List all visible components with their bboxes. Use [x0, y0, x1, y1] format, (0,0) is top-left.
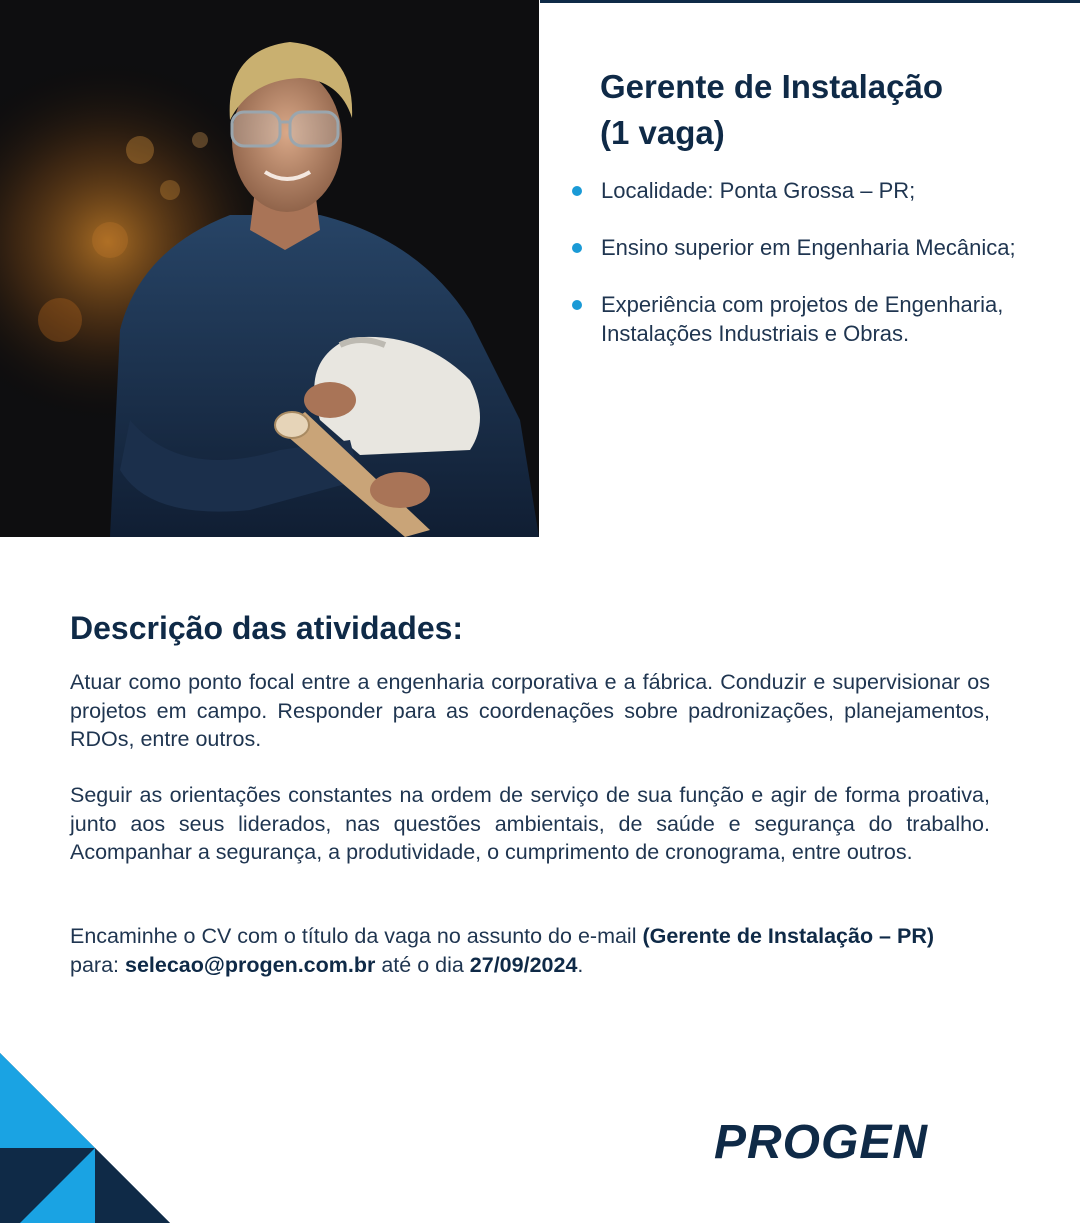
apply-intro: Encaminhe o CV com o título da vaga no assunto do e-mail — [70, 924, 643, 948]
progen-logo — [714, 1118, 994, 1168]
until-label: até o dia — [375, 952, 470, 977]
job-title — [600, 64, 1040, 156]
deadline-date: 27/09/2024 — [469, 952, 578, 977]
requirement-text: Localidade: Ponta Grossa – PR; — [601, 178, 916, 203]
requirement-item — [570, 233, 1050, 262]
top-border-line — [540, 0, 1080, 3]
activities-paragraph: Atuar como ponto focal entre a engenharia corporativa e a fábrica. Conduzir e supervisionar os projetos em campo. Responder para as coordenações sobre padronizações, planejamentos, RDOs, entre outros. — [70, 670, 990, 751]
email-link[interactable]: selecao@progen.com.br — [124, 952, 376, 977]
bullet-icon — [572, 243, 582, 253]
apply-subject: (Gerente de Instalação – PR) — [642, 924, 935, 948]
requirements-list — [570, 176, 1050, 376]
requirement-item — [570, 290, 1050, 348]
corner-triangles-decoration — [0, 1053, 170, 1223]
bullet-icon — [572, 300, 582, 310]
job-title-line2: (1 vaga) — [600, 114, 725, 152]
engineer-photo — [0, 0, 539, 537]
job-title-line1: Gerente de Instalação — [600, 68, 943, 106]
period: . — [577, 952, 584, 977]
apply-to-label: para: — [70, 952, 125, 977]
apply-paragraph — [70, 922, 990, 979]
requirement-item — [570, 176, 1050, 205]
safety-paragraph: Seguir as orientações constantes na ordem de serviço de sua função e agir de forma proativa, junto aos seus liderados, nas questões ambientais, de saúde e segurança do trabalho. Acompanhar a segurança, a produtividade, o cumprimento de cronograma, entre outros. — [70, 783, 990, 864]
logo-text: PROGEN — [714, 1116, 929, 1169]
requirement-text: Ensino superior em Engenharia Mecânica; — [601, 235, 1016, 260]
bullet-icon — [572, 186, 582, 196]
requirement-text: Experiência com projetos de Engenharia, Instalações Industriais e Obras. — [601, 292, 1004, 346]
section-title: Descrição das atividades: — [70, 610, 464, 646]
